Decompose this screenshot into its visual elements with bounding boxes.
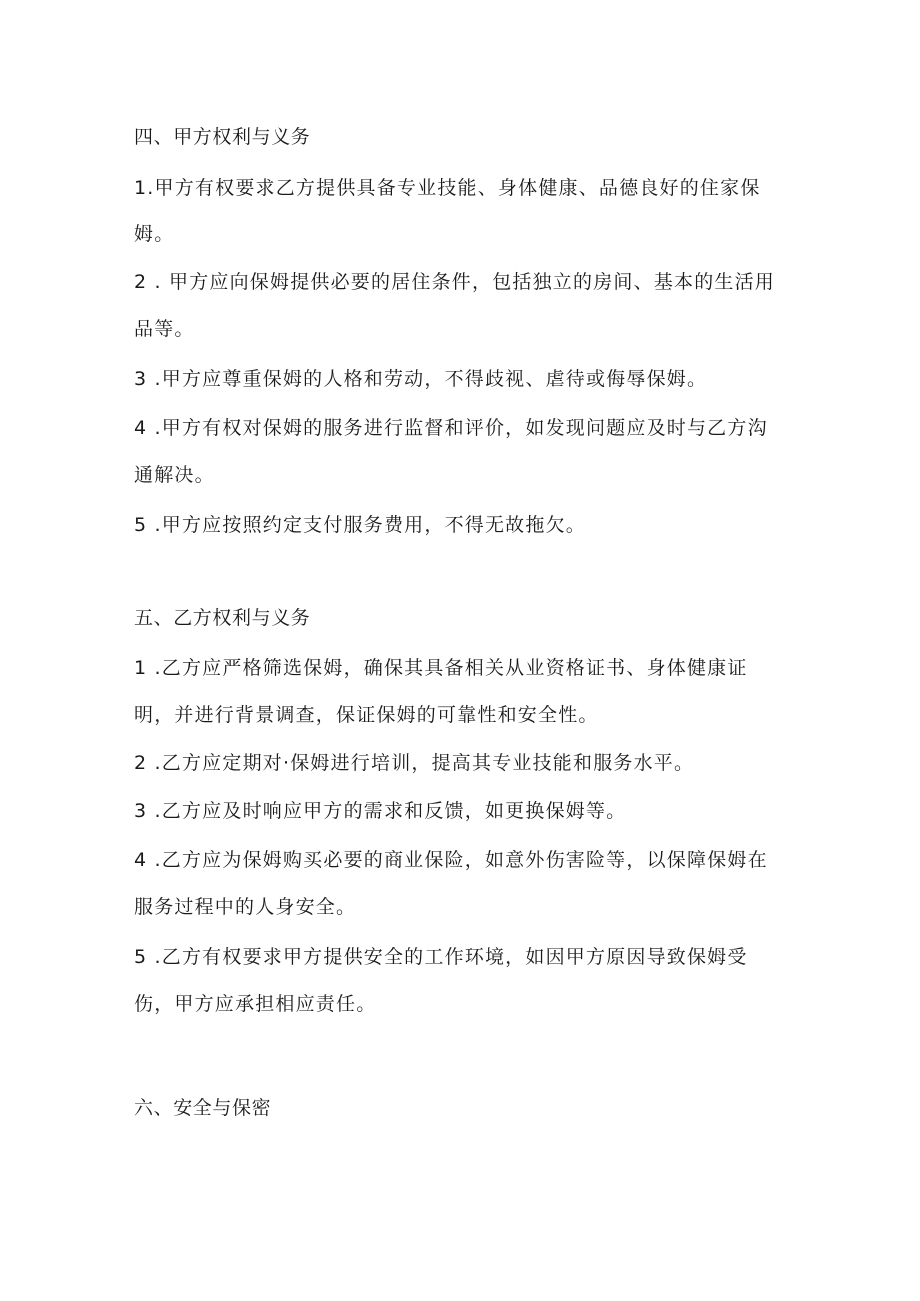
section-4-item-1-line-2: 姆。 bbox=[134, 223, 175, 245]
section-5-item-5-line-1: 5 .乙方有权要求甲方提供安全的工作环境，如因甲方原因导致保姆受 bbox=[134, 946, 748, 968]
section-4-item-5-line-1: 5 .甲方应按照约定支付服务费用，不得无故拖欠。 bbox=[134, 514, 586, 536]
section-5-item-1-line-1: 1 .乙方应严格筛选保姆，确保其具备相关从业资格证书、身体健康证 bbox=[134, 657, 748, 679]
section-4-heading: 四、甲方权利与义务 bbox=[134, 126, 311, 148]
section-5-item-4-line-1: 4 .乙方应为保姆购买必要的商业保险，如意外伤害险等，以保障保姆在 bbox=[134, 849, 768, 871]
section-5-heading: 五、乙方权利与义务 bbox=[134, 607, 311, 629]
section-4-item-1-line-1: 1.甲方有权要求乙方提供具备专业技能、身体健康、品德良好的住家保 bbox=[134, 177, 761, 199]
section-4-item-3-line-1: 3 .甲方应尊重保姆的人格和劳动，不得歧视、虐待或侮辱保姆。 bbox=[134, 368, 708, 390]
section-5-item-2-line-1: 2 .乙方应定期对·保姆进行培训，提高其专业技能和服务水平。 bbox=[134, 752, 695, 774]
section-5-item-3-line-1: 3 .乙方应及时响应甲方的需求和反馈，如更换保姆等。 bbox=[134, 800, 627, 822]
section-4-item-2-line-1: 2 . 甲方应向保姆提供必要的居住条件，包括独立的房间、基本的生活用 bbox=[134, 271, 776, 293]
section-5-item-5-line-2: 伤，甲方应承担相应责任。 bbox=[134, 993, 377, 1015]
section-4-item-4-line-2: 通解决。 bbox=[134, 464, 215, 486]
section-4-item-4-line-1: 4 .甲方有权对保姆的服务进行监督和评价，如发现问题应及时与乙方沟 bbox=[134, 417, 768, 439]
section-5-item-4-line-2: 服务过程中的人身安全。 bbox=[134, 896, 357, 918]
section-6-heading: 六、安全与保密 bbox=[134, 1097, 272, 1119]
section-4-item-2-line-2: 品等。 bbox=[134, 318, 195, 340]
section-5-item-1-line-2: 明，并进行背景调查，保证保姆的可靠性和安全性。 bbox=[134, 704, 599, 726]
